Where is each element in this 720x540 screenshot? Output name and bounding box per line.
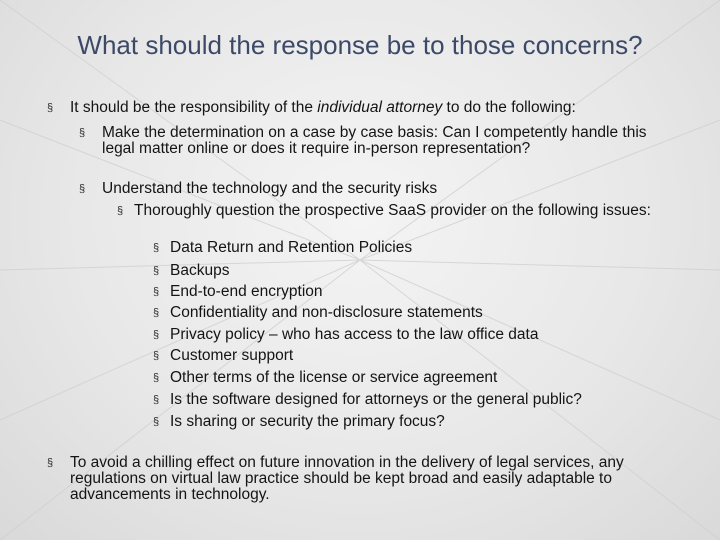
bullet-icon: § [47, 102, 54, 114]
bullet-text: It should be the responsibility of the individual attorney to do the following: [70, 99, 576, 116]
bullet-icon: § [153, 350, 160, 362]
bullet-text: To avoid a chilling effect on future innovation in the delivery of legal services, any regulations on virtual law practice should be kept broad and easily adaptable to advancements in technology. [70, 454, 624, 503]
issue-item [153, 327, 693, 343]
bullet-icon: § [117, 205, 124, 217]
bullet-icon: § [153, 372, 160, 384]
bullet-item [47, 455, 687, 503]
issue-text: Confidentiality and non-disclosure statements [170, 304, 483, 321]
bullet-icon: § [153, 307, 160, 319]
slide-title: What should the response be to those concerns? [77, 30, 643, 60]
issue-text: End-to-end encryption [170, 283, 323, 300]
issue-item [153, 284, 693, 300]
sub-bullet-item [79, 181, 679, 197]
issue-text: Data Return and Retention Policies [170, 239, 413, 256]
bullet-icon: § [47, 457, 54, 469]
issue-item [153, 263, 693, 279]
sub-bullet-item [79, 125, 679, 157]
issue-text: Privacy policy – who has access to the law office data [170, 326, 539, 343]
issue-item [153, 414, 693, 430]
bullet-icon: § [153, 286, 160, 298]
issue-text: Customer support [170, 347, 294, 364]
issue-text: Other terms of the license or service agreement [170, 369, 498, 386]
bullet-item [47, 100, 687, 116]
sub-bullet-text: Understand the technology and the security risks [102, 180, 438, 197]
issue-text: Is sharing or security the primary focus? [170, 413, 445, 430]
issue-item [153, 240, 693, 256]
emphasis-text: individual attorney [317, 99, 443, 116]
issue-text: Is the software designed for attorneys or the general public? [170, 391, 582, 408]
bullet-icon: § [153, 394, 160, 406]
issue-item [153, 392, 693, 408]
bullet-icon: § [153, 242, 160, 254]
issue-item [153, 305, 693, 321]
bullet-icon: § [79, 127, 86, 139]
sub-bullet-text: Make the determination on a case by case basis: Can I competently handle this legal matter online or does it require in-person representation? [102, 124, 647, 157]
issue-text: Backups [170, 262, 230, 279]
bullet-icon: § [153, 416, 160, 428]
bullet-icon: § [153, 265, 160, 277]
sub-sub-bullet-text: Thoroughly question the prospective SaaS provider on the following issues: [134, 202, 651, 219]
issue-item [153, 370, 693, 386]
sub-sub-bullet-item [117, 203, 687, 219]
issue-item [153, 348, 693, 364]
bullet-icon: § [79, 183, 86, 195]
bullet-icon: § [153, 329, 160, 341]
